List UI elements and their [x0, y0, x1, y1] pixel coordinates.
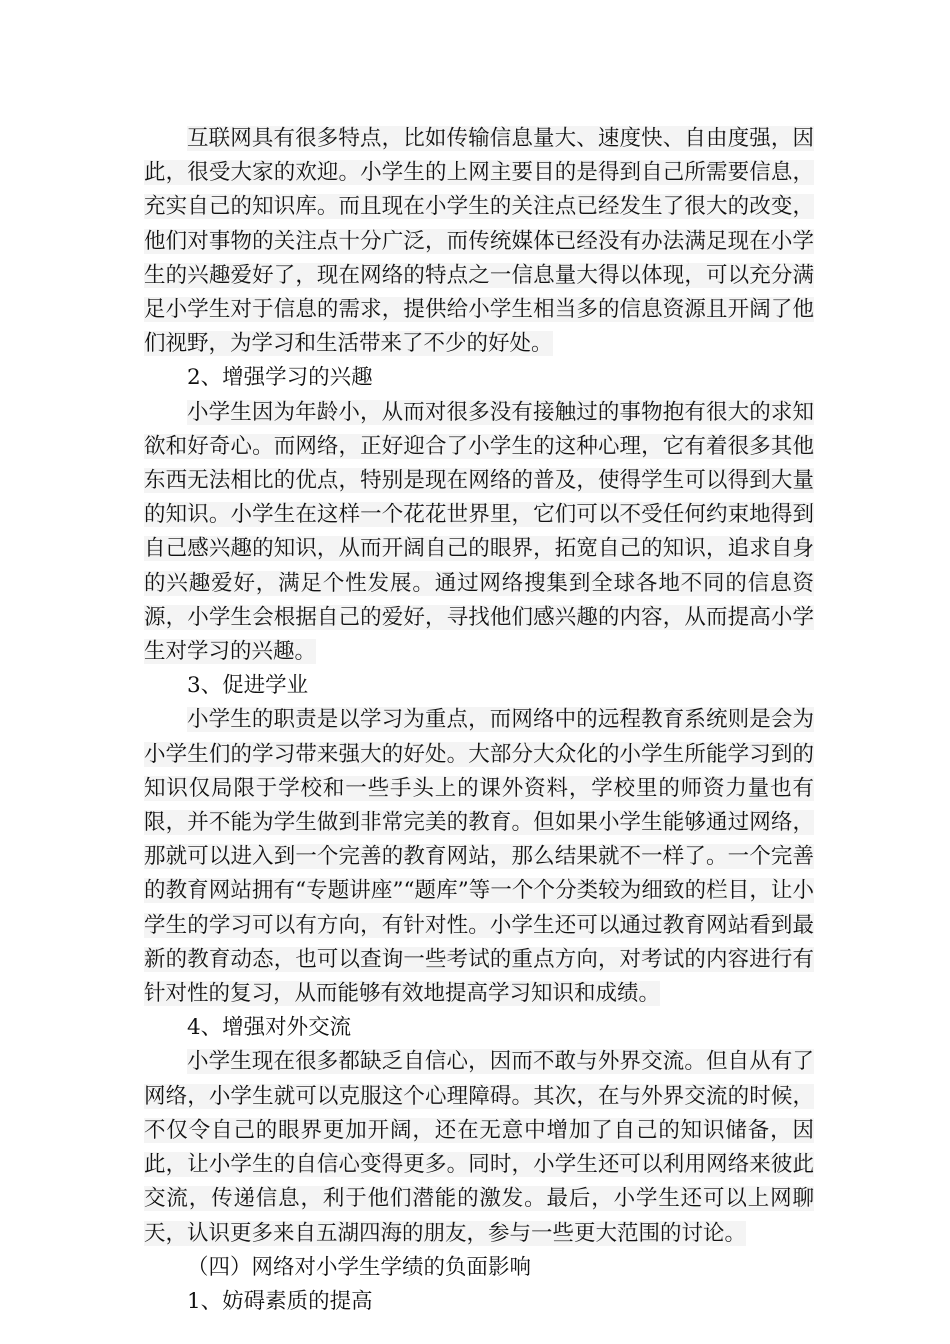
paragraph-text: 小学生的职责是以学习为重点，而网络中的远程教育系统则是会为小学生们的学习带来强大的好处。大部分大众化的小学生所能学习到的知识仅局限于学校和一些手头上的课外资料，学校里的师资力量也有限，并不能为学生做到非常完美的教育。但如果小学生能够通过网络，那就可以进入到一个完善的教育网站，那么结果就不一样了。一个完善的教育网站拥有“专题讲座”“题库”等一个个分类较为细致的栏目，让小学生的学习可以有方向，有针对性。小学生还可以通过教育网站看到最新的教育动态，也可以查询一些考试的重点方向，对考试的内容进行有针对性的复习，从而能够有效地提高学习知识和成绩。 — [144, 707, 814, 1007]
paragraph-interest — [144, 396, 814, 670]
paragraph-text: 小学生因为年龄小，从而对很多没有接触过的事物抱有很大的求知欲和好奇心。而网络，正好迎合了小学生的这种心理，它有着很多其他东西无法相比的优点，特别是现在网络的普及，使得学生可以得到大量的知识。小学生在这样一个花花世界里，它们可以不受任何约束地得到自己感兴趣的知识，从而开阔自己的眼界，拓宽自己的知识，追求自身的兴趣爱好，满足个性发展。通过网络搜集到全球各地不同的信息资源，小学生会根据自己的爱好，寻找他们感兴趣的内容，从而提高小学生对学习的兴趣。 — [144, 399, 814, 665]
section-heading-communication: 4、增强对外交流 — [187, 1015, 352, 1041]
section-heading-interest: 2、增强学习的兴趣 — [187, 365, 373, 391]
section-heading-negative-effects: （四）网络对小学生学绩的负面影响 — [187, 1254, 532, 1280]
section-heading-quality: 1、妨碍素质的提高 — [187, 1288, 373, 1314]
document-body — [144, 122, 814, 1319]
paragraph-internet-features — [144, 122, 814, 361]
paragraph-studies — [144, 703, 814, 1011]
paragraph-text: 互联网具有很多特点，比如传输信息量大、速度快、自由度强，因此，很受大家的欢迎。小学生的上网主要目的是得到自己所需要信息，充实自己的知识库。而且现在小学生的关注点已经发生了很大的改变，他们对事物的关注点十分广泛，而传统媒体已经没有办法满足现在小学生的兴趣爱好了，现在网络的特点之一信息量大得以体现，可以充分满足小学生对于信息的需求，提供给小学生相当多的信息资源且开阔了他们视野，为学习和生活带来了不少的好处。 — [144, 126, 814, 357]
paragraph-communication — [144, 1045, 814, 1250]
paragraph-text: 小学生现在很多都缺乏自信心，因而不敢与外界交流。但自从有了网络，小学生就可以克服这个心理障碍。其次，在与外界交流的时候，不仅令自己的眼界更加开阔，还在无意中增加了自己的知识储备，因此，让小学生的自信心变得更多。同时，小学生还可以利用网络来彼此交流，传递信息，利于他们潜能的激发。最后，小学生还可以上网聊天，认识更多来自五湖四海的朋友，参与一些更大范围的讨论。 — [144, 1049, 814, 1246]
section-heading-studies: 3、促进学业 — [187, 673, 309, 699]
